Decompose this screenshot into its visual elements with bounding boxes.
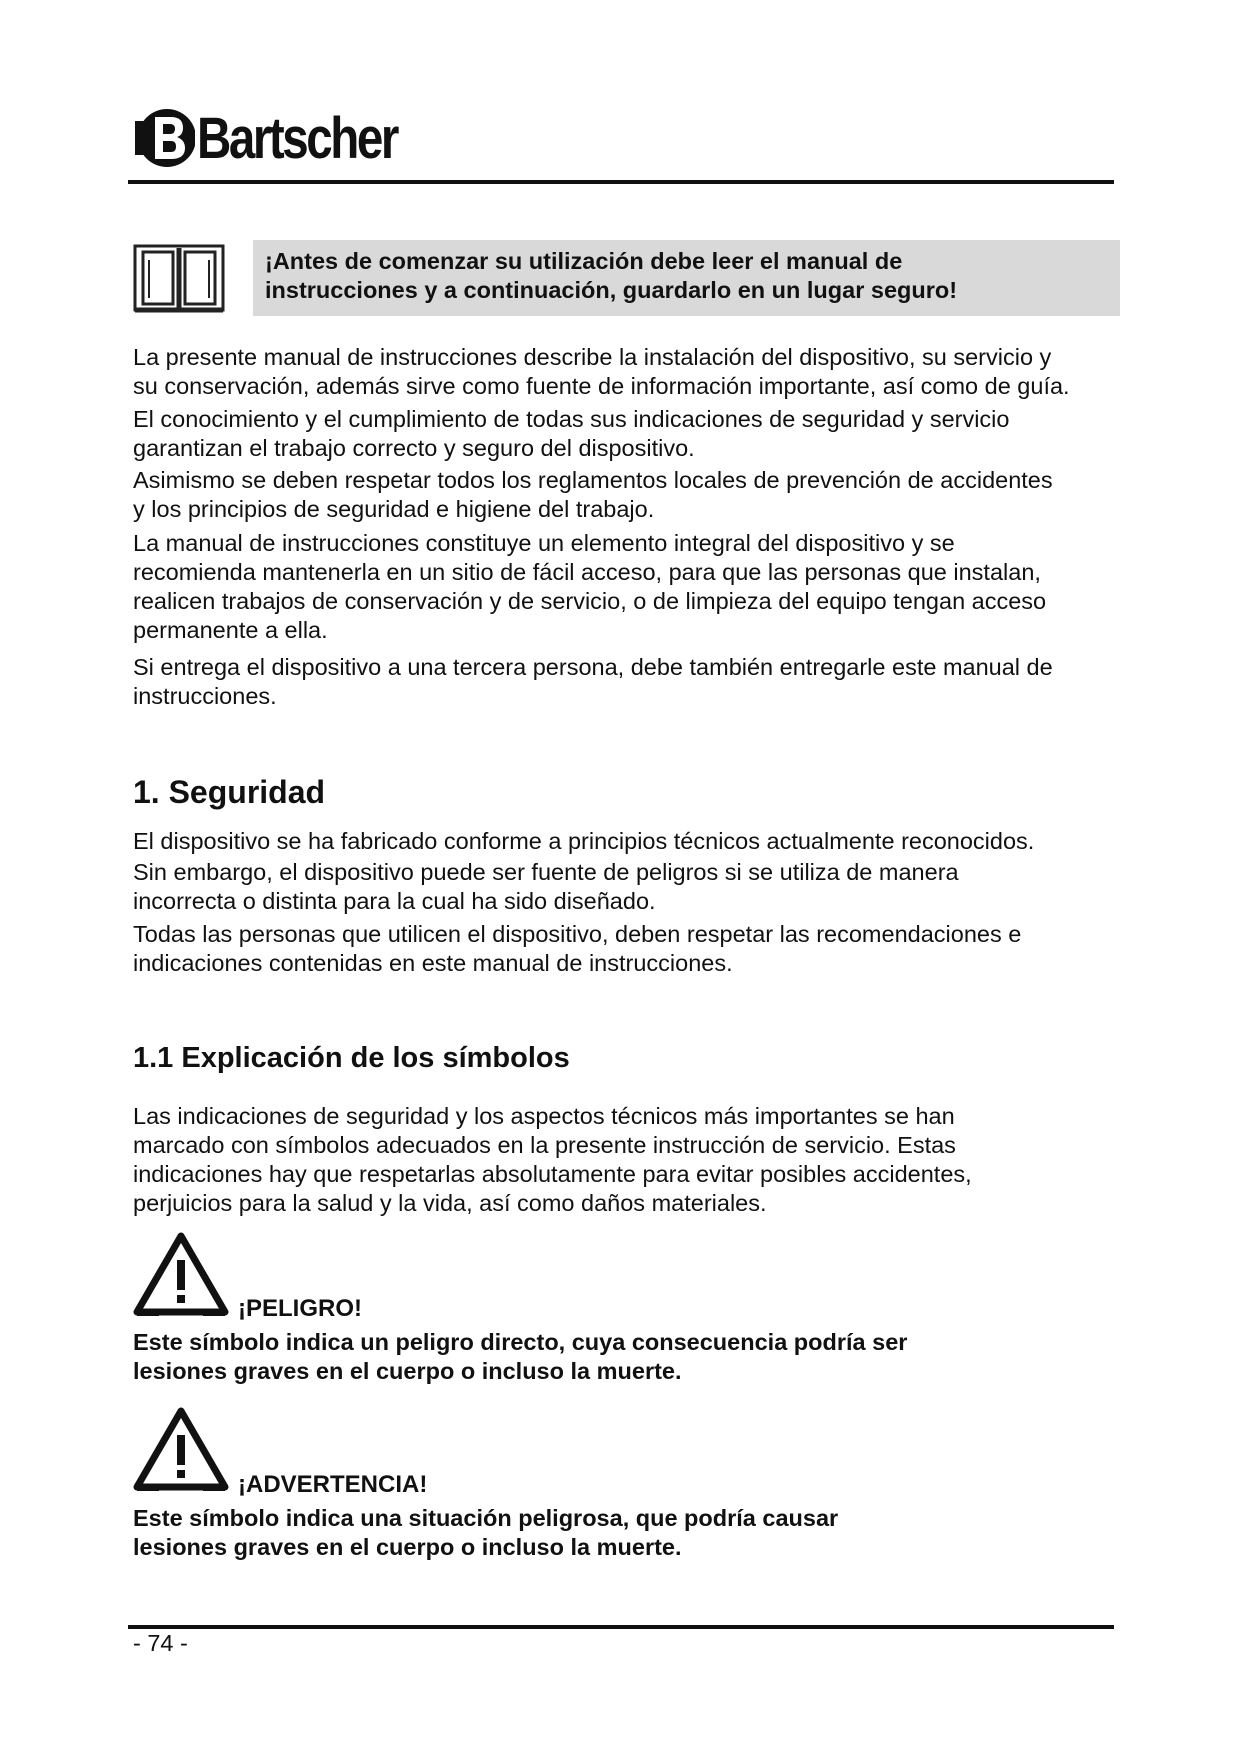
section-heading-simbolos: 1.1 Explicación de los símbolos — [133, 1042, 570, 1074]
text-line: Este símbolo indica una situación peligrosa, que podría causar — [133, 1505, 839, 1531]
notice-box — [253, 240, 1120, 316]
logo-wordmark: Bartscher — [197, 105, 397, 171]
warning-title-peligro: ¡PELIGRO! — [238, 1295, 362, 1322]
warning-triangle-icon — [133, 1405, 229, 1493]
section1-paragraph-2 — [133, 858, 1133, 916]
intro-paragraph-3 — [133, 466, 1133, 524]
text-line: recomienda mantenerla en un sitio de fácil acceso, para que las personas que instalan, — [133, 559, 1041, 585]
footer-rule — [128, 1625, 1114, 1629]
text-line: indicaciones hay que respetarlas absolutamente para evitar posibles accidentes, — [133, 1161, 972, 1187]
warning-description-advertencia — [133, 1504, 1033, 1562]
text-line: perjuicios para la salud y la vida, así como daños materiales. — [133, 1190, 767, 1216]
text-line: incorrecta o distinta para la cual ha sido diseñado. — [133, 888, 656, 914]
text-line: Asimismo se deben respetar todos los reglamentos locales de prevención de accidentes — [133, 467, 1053, 493]
warning-description-peligro — [133, 1328, 1033, 1386]
text-line: y los principios de seguridad e higiene del trabajo. — [133, 496, 655, 522]
text-line: marcado con símbolos adecuados en la presente instrucción de servicio. Estas — [133, 1132, 956, 1158]
text-line: Si entrega el dispositivo a una tercera persona, debe también entregarle este manual de — [133, 654, 1053, 680]
page-number: - 74 - — [133, 1630, 188, 1656]
warning-triangle-icon — [133, 1230, 229, 1318]
intro-paragraph-1 — [133, 343, 1133, 401]
intro-paragraph-2 — [133, 405, 1133, 463]
text-line: su conservación, además sirve como fuente de información importante, así como de guía. — [133, 373, 1070, 399]
text-line: indicaciones contenidas en este manual de instrucciones. — [133, 950, 733, 976]
text-line: El dispositivo se ha fabricado conforme a principios técnicos actualmente reconocidos. — [133, 828, 1035, 854]
notice-line-1: ¡Antes de comenzar su utilización debe leer el manual de — [265, 248, 903, 274]
section1-paragraph-3 — [133, 920, 1133, 978]
notice-line-2: instrucciones y a continuación, guardarlo en un lugar seguro! — [265, 277, 958, 303]
text-line: permanente a ella. — [133, 617, 328, 643]
section-heading-seguridad: 1. Seguridad — [133, 774, 326, 810]
text-line: Las indicaciones de seguridad y los aspectos técnicos más importantes se han — [133, 1103, 955, 1129]
intro-paragraph-4 — [133, 529, 1133, 645]
text-line: realicen trabajos de conservación y de servicio, o de limpieza del equipo tengan acceso — [133, 588, 1047, 614]
text-line: El conocimiento y el cumplimiento de todas sus indicaciones de seguridad y servicio — [133, 406, 1010, 432]
brand-logo — [133, 100, 441, 176]
header-rule — [128, 180, 1114, 184]
section1-paragraph-1 — [133, 827, 1133, 856]
text-line: La manual de instrucciones constituye un elemento integral del dispositivo y se — [133, 530, 955, 556]
text-line: garantizan el trabajo correcto y seguro del dispositivo. — [133, 435, 695, 461]
warning-title-advertencia: ¡ADVERTENCIA! — [238, 1471, 428, 1498]
text-line: lesiones graves en el cuerpo o incluso la muerte. — [133, 1534, 682, 1560]
text-line: La presente manual de instrucciones describe la instalación del dispositivo, su servicio y — [133, 344, 1052, 370]
text-line: Sin embargo, el dispositivo puede ser fuente de peligros si se utiliza de manera — [133, 859, 959, 885]
text-line: Todas las personas que utilicen el dispositivo, deben respetar las recomendaciones e — [133, 921, 1022, 947]
text-line: Este símbolo indica un peligro directo, cuya consecuencia podría ser — [133, 1329, 908, 1355]
section1-1-paragraph — [133, 1102, 1133, 1218]
text-line: lesiones graves en el cuerpo o incluso la muerte. — [133, 1358, 682, 1384]
bartscher-b-emblem-icon — [133, 103, 195, 173]
open-book-icon — [133, 240, 225, 316]
intro-paragraph-5 — [133, 653, 1133, 711]
text-line: instrucciones. — [133, 683, 277, 709]
